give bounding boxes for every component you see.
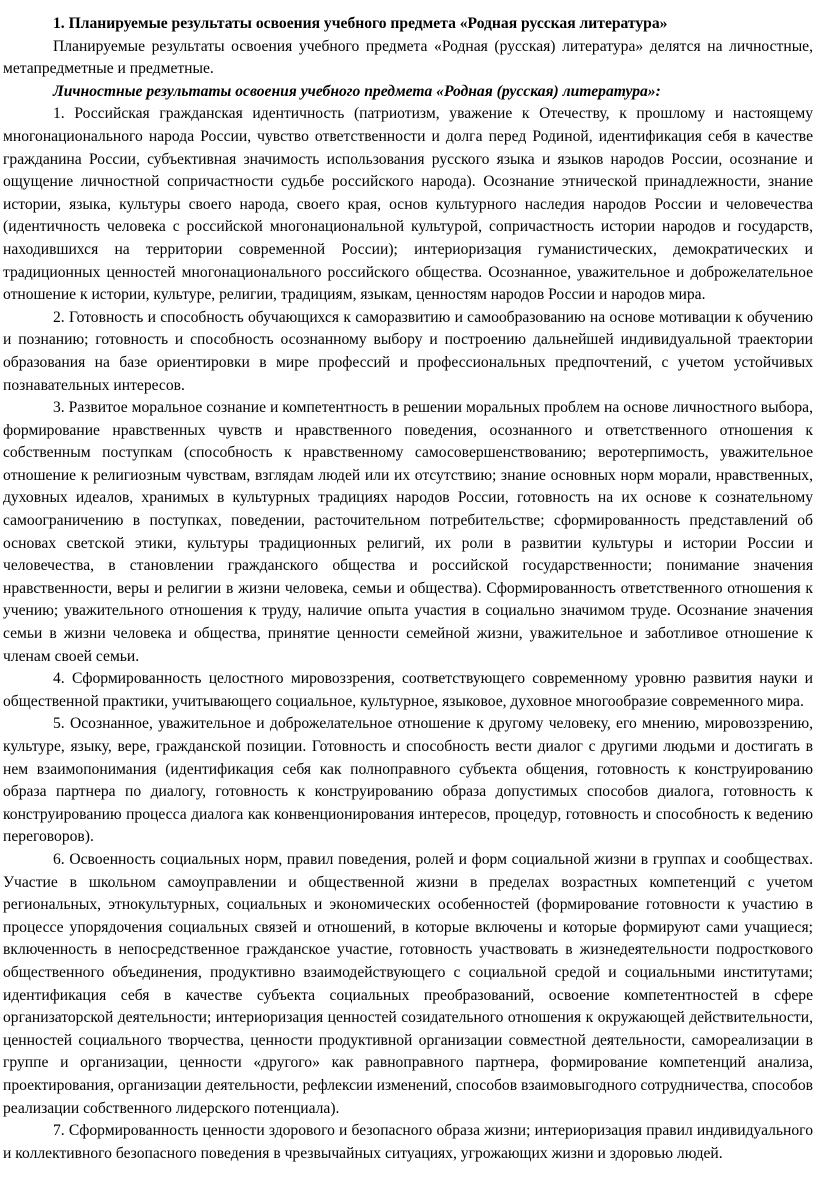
list-item-5: 5. Осознанное, уважительное и доброжелательное отношение к другому человеку, его мнению, мировоззрению, культуре, языку, вере, гражданской позиции. Готовность и способность вести диалог с другими людьми и достигать в нем взаимопонимания (идентификация себя как полноправного субъекта общения, готовность к конструированию образа партнера по диалогу, готовность к конструированию образа допустимых способов диалога, готовность к конструированию процесса диалога как конвенционирования интересов, процедур, готовность и способность к ведению переговоров).: [3, 715, 813, 846]
list-item-2: 2. Готовность и способность обучающихся к саморазвитию и самообразованию на основе мотивации к обучению и познанию; готовность и способность осознанному выбору и построению дальнейшей индивидуальной траектории образования на базе ориентировки в мире профессий и профессиональных предпочтений, с учетом устойчивых познавательных интересов.: [3, 308, 813, 394]
section-title: 1. Планируемые результаты освоения учебного предмета «Родная русская литература»: [53, 15, 668, 32]
list-item-3: 3. Развитое моральное сознание и компетентность в решении моральных проблем на основе личностного выбора, формирование нравственных чувств и нравственного поведения, осознанного и ответственного отношения к собственным поступкам (способность к нравственному самосовершенствованию; веротерпимость, уважительное отношение к религиозным чувствам, взглядам людей или их отсутствию; знание основных норм морали, нравственных, духовных идеалов, хранимых в культурных традициях народов России, готовность на их основе к сознательному самоограничению в поступках, поведении, расточительном потребительстве; сформированность представлений об основах светской этики, культуры традиционных религий, их роли в развитии культуры и истории России и человечества, в становлении гражданского общества и российской государственности; понимание значения нравственности, веры и религии в жизни человека, семьи и общества). Сформированность ответственного отношения к учению; уважительного отношения к труду, наличие опыта участия в социально значимом труде. Осознание значения семьи в жизни человека и общества, принятие ценности семейной жизни, уважительное и заботливое отношение к членам своей семьи.: [3, 399, 813, 665]
section-subtitle: Личностные результаты освоения учебного предмета «Родная (русская) литература»:: [53, 82, 661, 100]
list-item-6: 6. Освоенность социальных норм, правил поведения, ролей и форм социальной жизни в группах и сообществах. Участие в школьном самоуправлении и общественной жизни в пределах возрастных компетенций с учетом региональных, этнокультурных, социальных и экономических особенностей (формирование готовности к участию в процессе упорядочения социальных связей и отношений, в которые включены и которые формируют сами учащиеся; включенность в непосредственное гражданское участие, готовность участвовать в жизнедеятельности подросткового общественного объединения, продуктивно взаимодействующего с социальной средой и социальными институтами; идентификация себя в качестве субъекта социальных преобразований, освоение компетентностей в сфере организаторской деятельности; интериоризация ценностей созидательного отношения к окружающей действительности, ценностей социального творчества, ценности продуктивной организации совместной деятельности, самореализации в группе и организации, ценности «другого» как равноправного партнера, формирование компетенций анализа, проектирования, организации деятельности, рефлексии изменений, способов взаимовыгодного сотрудничества, способов реализации собственного лидерского потенциала).: [3, 850, 813, 1117]
intro-paragraph: Планируемые результаты освоения учебного предмета «Родная (русская) литература» делятся на личностные, метапредметные и предметные.: [3, 37, 813, 78]
list-item-7: 7. Сформированность ценности здорового и безопасного образа жизни; интериоризация правил индивидуального и коллективного безопасного поведения в чрезвычайных ситуациях, угрожающих жизни и здоровью людей.: [3, 1122, 813, 1162]
list-item-1: 1. Российская гражданская идентичность (патриотизм, уважение к Отечеству, к прошлому и настоящему многонационального народа России, чувство ответственности и долга перед Родиной, идентификация себя в качестве гражданина России, субъективная значимость использования русского языка и языков народов России, осознание и ощущение личностной сопричастности судьбе российского народа). Осознание этнической принадлежности, знание истории, языка, культуры своего народа, своего края, основ культурного наследия народов России и человечества (идентичность человека с российской многонациональной культурой, сопричастность истории народов и государств, находившихся на территории современной России); интериоризация гуманистических, демократических и традиционных ценностей многонационального российского общества. Осознанное, уважительное и доброжелательное отношение к истории, культуре, религии, традициям, языкам, ценностям народов России и народов мира.: [3, 105, 813, 304]
list-item-4: 4. Сформированность целостного мировоззрения, соответствующего современному уровню развития науки и общественной практики, учитывающего социальное, культурное, языковое, духовное многообразие современного мира.: [3, 670, 813, 710]
